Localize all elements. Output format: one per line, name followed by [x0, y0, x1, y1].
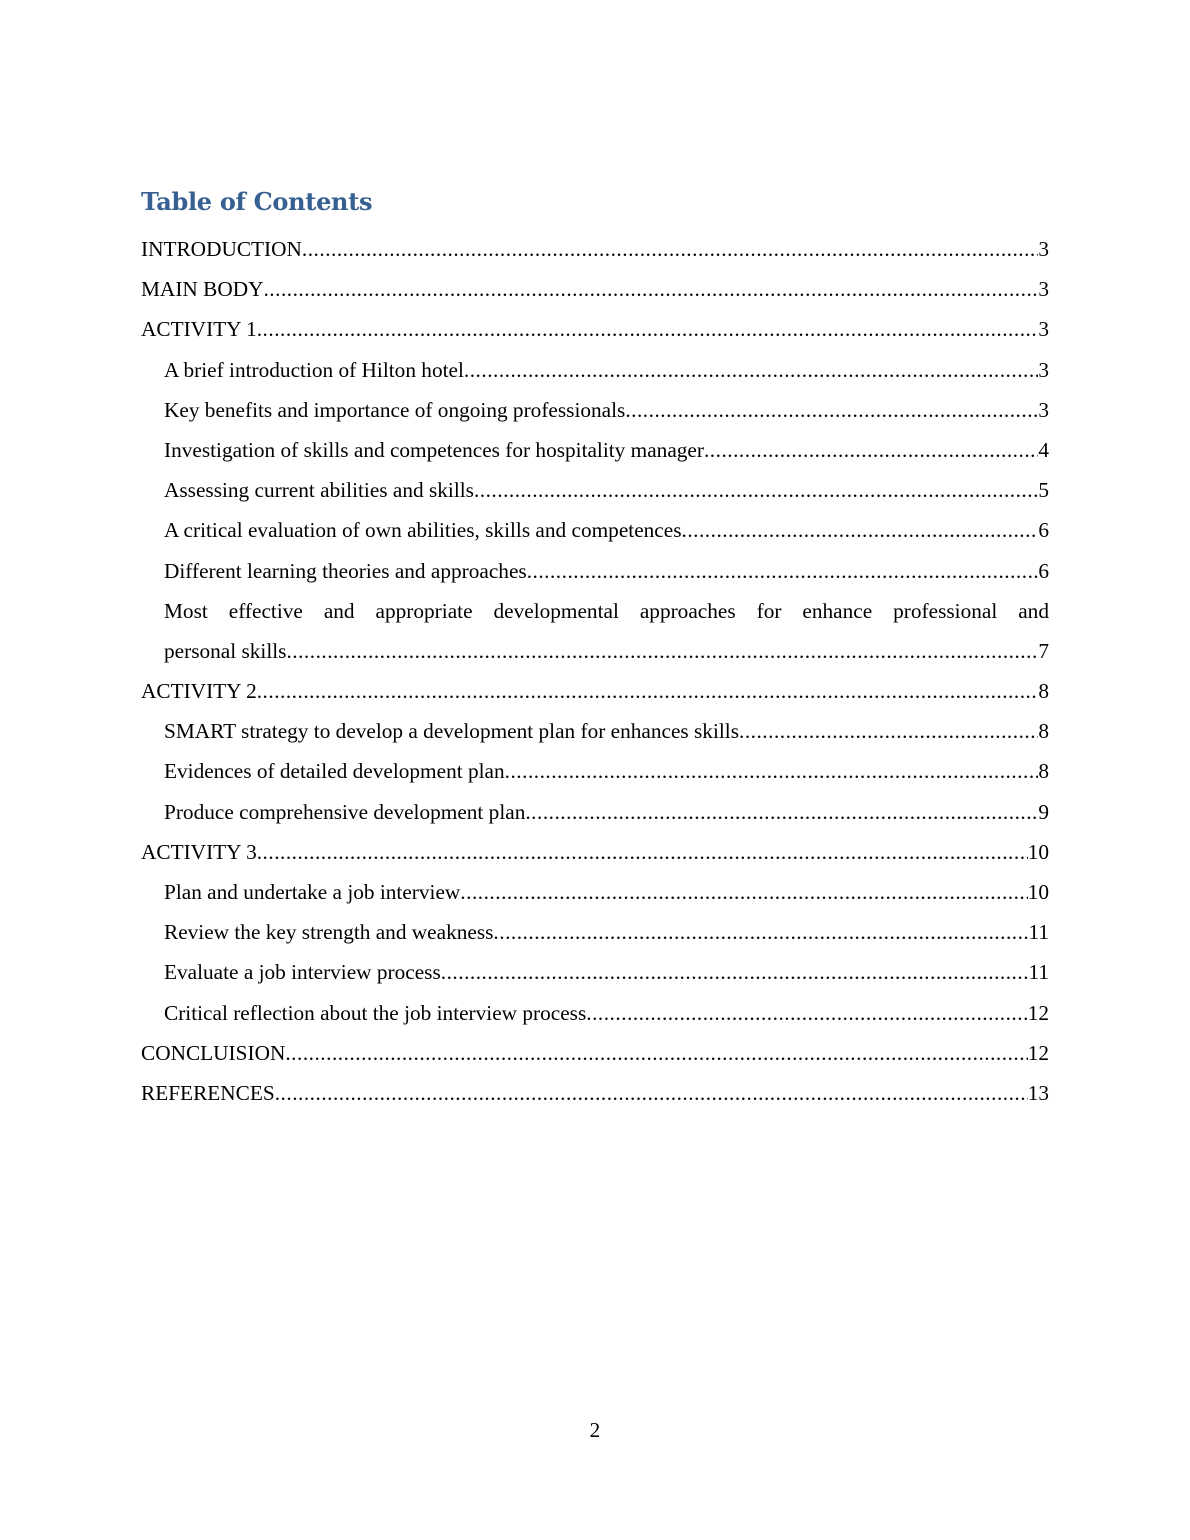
toc-entry-activity-1[interactable] — [141, 309, 1049, 349]
toc-page-number: 6 — [1038, 518, 1049, 543]
toc-leader — [460, 872, 1027, 912]
toc-entry-label: Investigation of skills and competences for hospitality manager — [164, 437, 704, 462]
toc-page-number: 7 — [1038, 638, 1049, 663]
toc-entry-label: ACTIVITY 1 — [141, 317, 257, 342]
toc-entry-references[interactable] — [141, 1073, 1049, 1113]
toc-word: professional — [893, 598, 998, 623]
toc-entry-activity-2[interactable] — [141, 671, 1049, 711]
toc-leader — [586, 993, 1027, 1033]
toc-entry-label: MAIN BODY — [141, 277, 264, 302]
toc-entry-evidences-plan[interactable] — [141, 751, 1049, 791]
toc-leader — [285, 1033, 1027, 1073]
toc-entry-evaluate-interview[interactable] — [141, 952, 1049, 992]
toc-entry-label: Review the key strength and weakness — [164, 920, 494, 945]
toc-leader — [505, 751, 1039, 791]
toc-entry-label: Produce comprehensive development plan — [164, 799, 526, 824]
toc-leader — [525, 792, 1038, 832]
table-of-contents — [141, 229, 1049, 1113]
toc-entry-label: Evaluate a job interview process — [164, 960, 441, 985]
toc-word: approaches — [639, 598, 736, 623]
toc-entry-label: Key benefits and importance of ongoing professionals — [164, 397, 626, 422]
toc-entry-label: A critical evaluation of own abilities, skills and competences — [164, 518, 682, 543]
toc-page-number: 3 — [1038, 397, 1049, 422]
toc-entry-label: Critical reflection about the job interview process — [164, 1000, 587, 1025]
toc-entry-label: ACTIVITY 3 — [141, 839, 257, 864]
toc-entry-label: SMART strategy to develop a development plan for enhances skills — [164, 719, 739, 744]
toc-page-number: 3 — [1038, 317, 1049, 342]
toc-entry-critical-reflection[interactable] — [141, 993, 1049, 1033]
toc-entry-label: Assessing current abilities and skills — [164, 478, 474, 503]
toc-leader — [704, 430, 1038, 470]
toc-word: Most — [164, 598, 208, 623]
toc-page-number: 8 — [1038, 679, 1049, 704]
toc-entry-label-first-line — [164, 591, 1049, 631]
toc-leader — [257, 309, 1039, 349]
toc-page-number: 4 — [1038, 437, 1049, 462]
toc-page-number: 3 — [1038, 357, 1049, 382]
toc-leader — [527, 551, 1039, 591]
toc-entry-hilton-introduction[interactable] — [141, 350, 1049, 390]
toc-page-number: 8 — [1038, 719, 1049, 744]
toc-leader — [302, 229, 1038, 269]
toc-word: effective — [228, 598, 303, 623]
toc-leader — [275, 1073, 1028, 1113]
toc-entry-learning-theories[interactable] — [141, 551, 1049, 591]
toc-page-number: 11 — [1028, 960, 1049, 985]
toc-entry-label: personal skills — [164, 638, 287, 663]
toc-page-number: 10 — [1027, 880, 1049, 905]
toc-entry-assessing-abilities[interactable] — [141, 470, 1049, 510]
toc-entry-label: ACTIVITY 2 — [141, 679, 257, 704]
toc-leader — [263, 269, 1038, 309]
toc-entry-conclusion[interactable] — [141, 1033, 1049, 1073]
toc-leader — [257, 671, 1039, 711]
toc-word: and — [1018, 598, 1049, 623]
toc-entry-smart-strategy[interactable] — [141, 711, 1049, 751]
toc-word: developmental — [493, 598, 619, 623]
toc-entry-label: Evidences of detailed development plan — [164, 759, 505, 784]
toc-leader — [257, 832, 1028, 872]
toc-entry-job-interview[interactable] — [141, 872, 1049, 912]
toc-entry-introduction[interactable] — [141, 229, 1049, 269]
toc-entry-developmental-approaches[interactable] — [141, 591, 1049, 671]
toc-page-number: 12 — [1027, 1000, 1049, 1025]
toc-leader — [286, 631, 1038, 671]
toc-entry-label: Different learning theories and approaches — [164, 558, 527, 583]
toc-entry-main-body[interactable] — [141, 269, 1049, 309]
toc-word: for — [756, 598, 782, 623]
toc-entry-label: REFERENCES — [141, 1080, 275, 1105]
toc-leader — [739, 711, 1038, 751]
toc-page-number: 8 — [1038, 759, 1049, 784]
toc-leader — [625, 390, 1038, 430]
toc-page-number: 6 — [1038, 558, 1049, 583]
toc-leader — [493, 912, 1028, 952]
toc-page-number: 10 — [1027, 839, 1049, 864]
toc-entry-strength-weakness[interactable] — [141, 912, 1049, 952]
toc-leader — [464, 350, 1038, 390]
toc-word: and — [323, 598, 355, 623]
toc-entry-investigation-skills[interactable] — [141, 430, 1049, 470]
toc-entry-label: A brief introduction of Hilton hotel — [164, 357, 464, 382]
toc-entry-critical-evaluation[interactable] — [141, 510, 1049, 550]
toc-leader — [682, 510, 1039, 550]
toc-entry-label-second-line — [164, 631, 1049, 671]
toc-page-number: 3 — [1038, 277, 1049, 302]
toc-entry-label: INTRODUCTION — [141, 237, 302, 261]
toc-leader — [474, 470, 1038, 510]
toc-entry-key-benefits[interactable] — [141, 390, 1049, 430]
toc-page-number: 12 — [1027, 1040, 1049, 1065]
toc-word: enhance — [802, 598, 873, 623]
toc-leader — [441, 952, 1029, 992]
toc-word: appropriate — [375, 598, 473, 623]
toc-page-number: 13 — [1027, 1080, 1049, 1105]
toc-title: Table of Contents — [141, 187, 373, 216]
toc-entry-label: Plan and undertake a job interview — [164, 880, 461, 905]
toc-page-number: 3 — [1038, 237, 1049, 261]
toc-page-number: 9 — [1038, 799, 1049, 824]
toc-entry-comprehensive-plan[interactable] — [141, 792, 1049, 832]
toc-page-number: 5 — [1038, 478, 1049, 503]
toc-entry-activity-3[interactable] — [141, 832, 1049, 872]
toc-page-number: 11 — [1028, 920, 1049, 945]
toc-entry-label: CONCLUISION — [141, 1040, 286, 1065]
page-number: 2 — [589, 1418, 601, 1442]
